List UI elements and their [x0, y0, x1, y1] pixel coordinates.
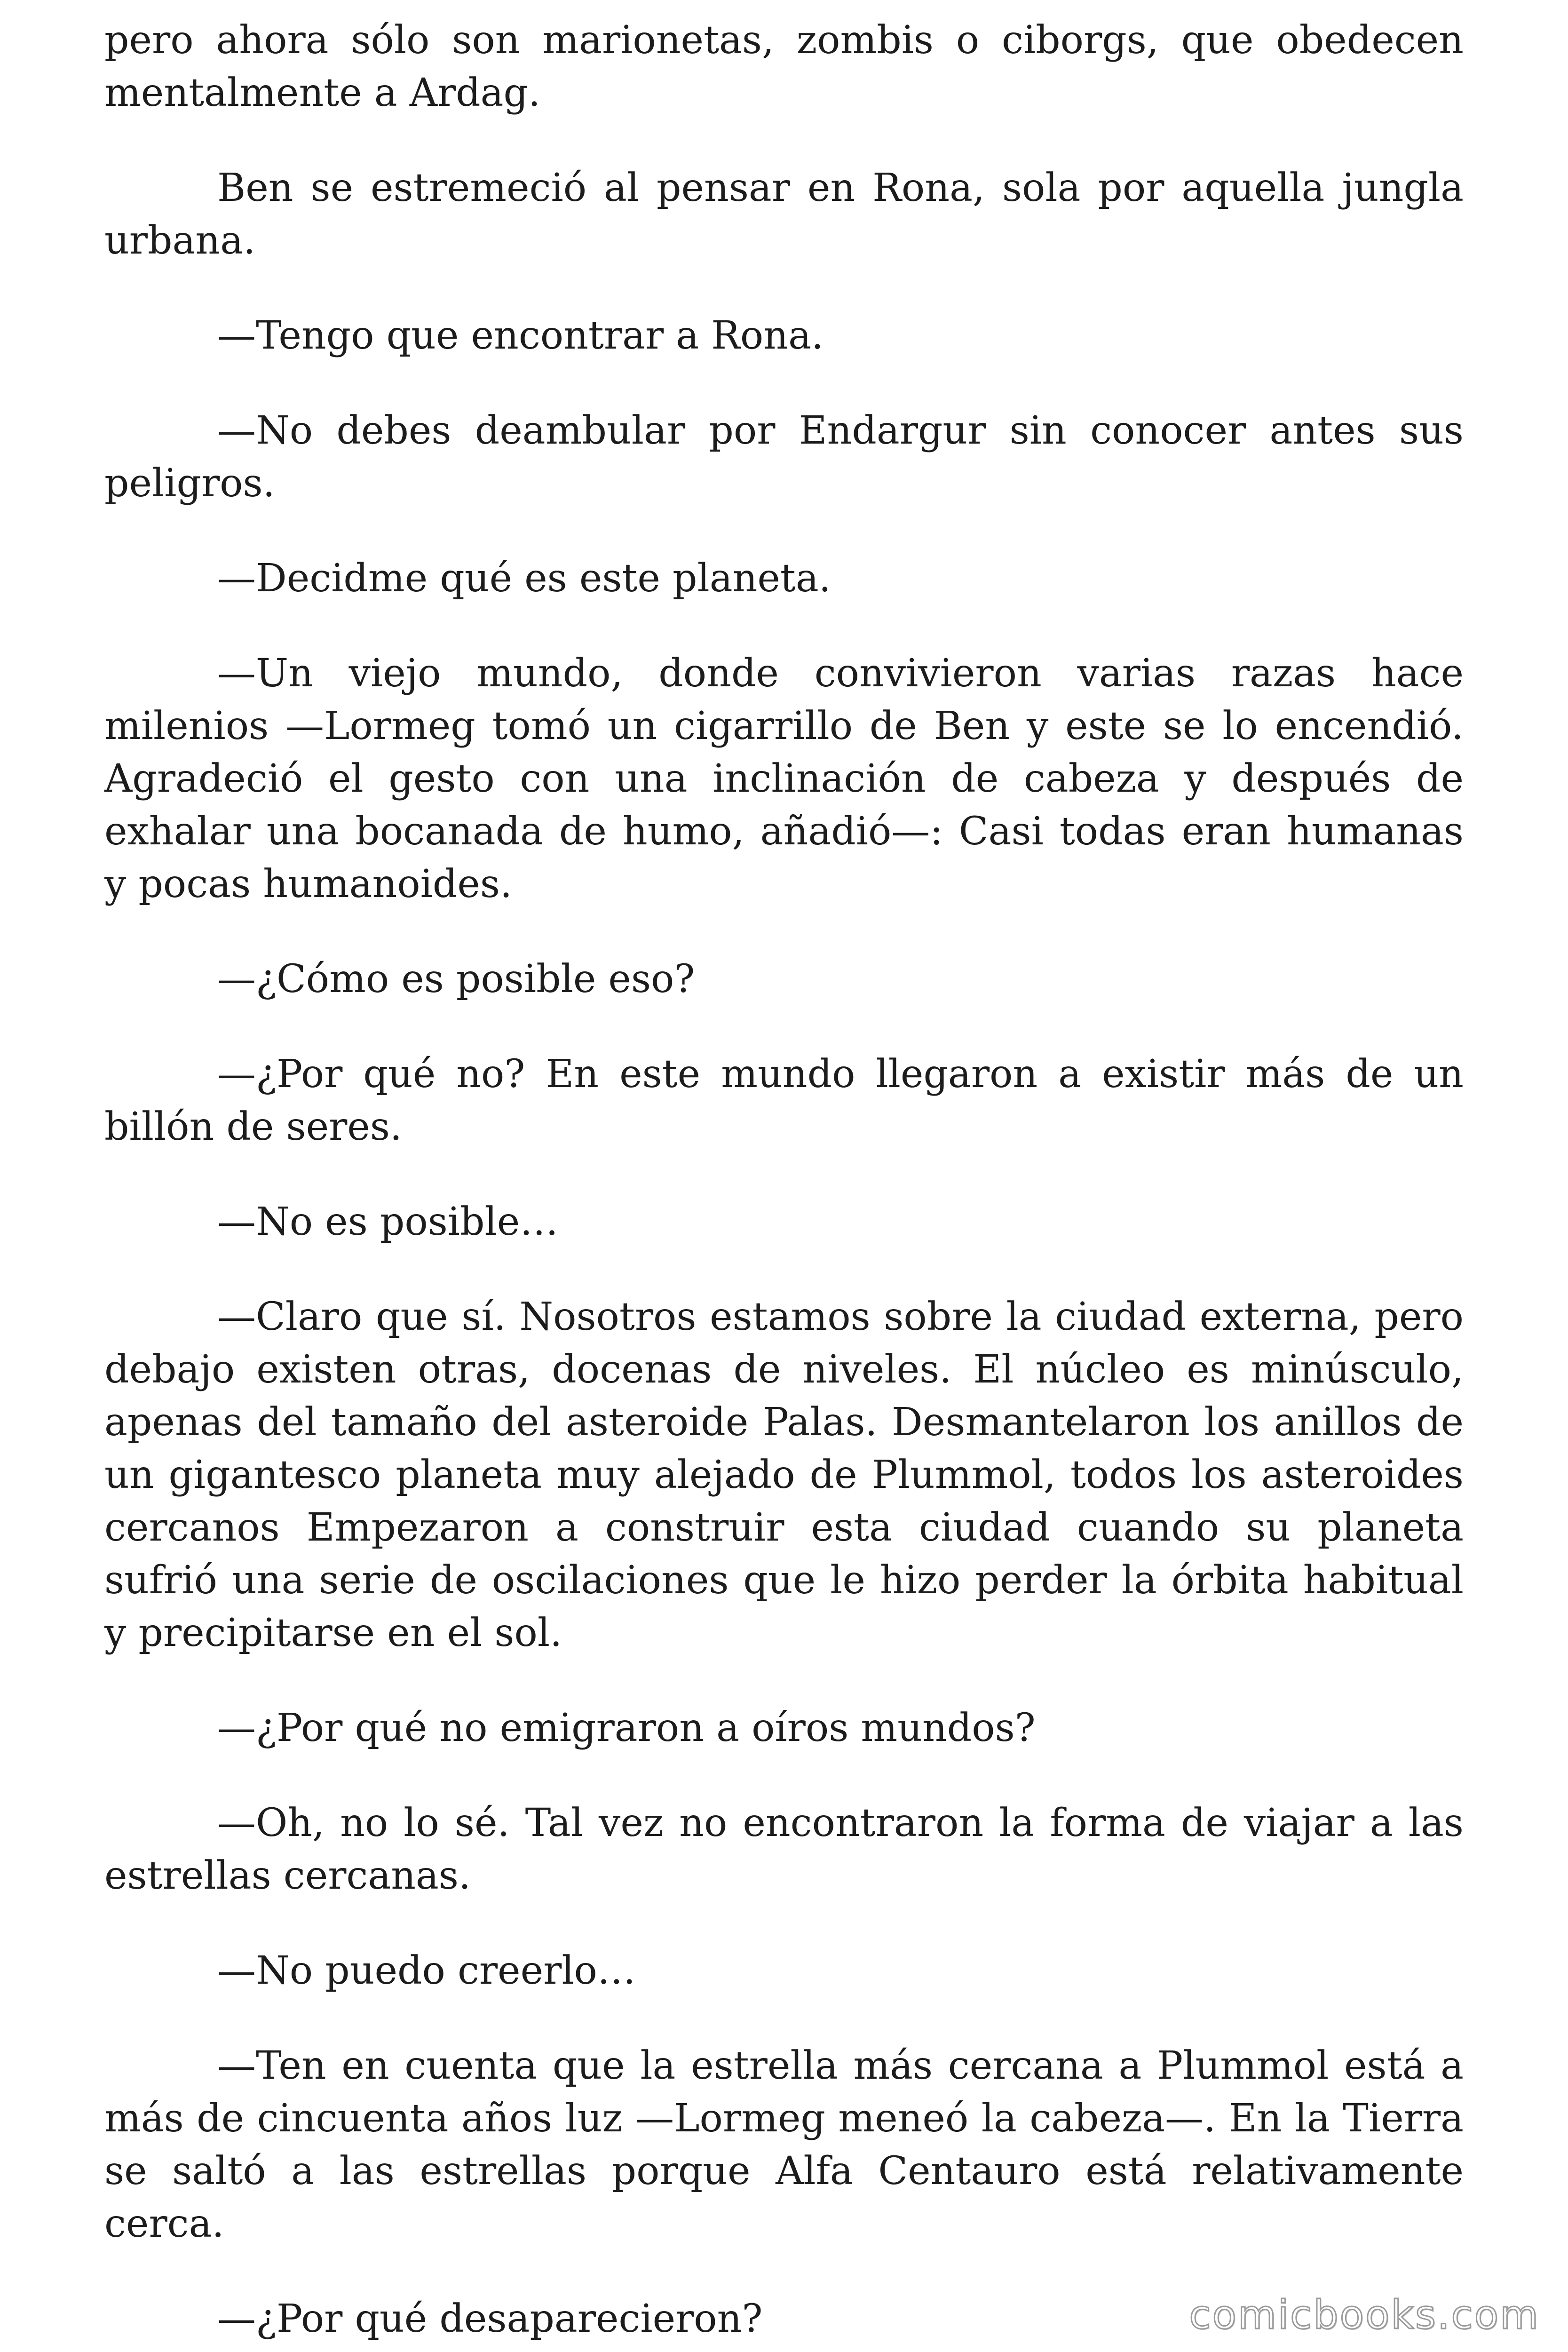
watermark: comicbooks.com	[1189, 2292, 1540, 2338]
paragraph: Ben se estremeció al pensar en Rona, sola por aquella jungla urbana.	[104, 166, 1464, 263]
paragraph: —Ten en cuenta que la estrella más cercana a Plummol está a más de cincuenta años luz —Lormeg meneó la cabeza—. En la Tierra se saltó a las estrellas porque Alfa Centauro está relativamente cerca.	[104, 2043, 1464, 2246]
paragraph: pero ahora sólo son marionetas, zombis o ciborgs, que obedecen mentalmente a Ardag.	[104, 18, 1464, 115]
paragraph: —Decidme qué es este planeta.	[217, 556, 831, 601]
paragraph: —¿Cómo es posible eso?	[217, 957, 695, 1001]
paragraph: —¿Por qué no? En este mundo llegaron a existir más de un billón de seres.	[104, 1052, 1464, 1149]
paragraph: —Un viejo mundo, donde convivieron varias razas hace milenios —Lormeg tomó un cigarrillo de Ben y este se lo encendió. Agradeció el gesto con una inclinación de cabeza y después de exhalar una bocanada de humo, añadió—: Casi todas eran humanas y pocas humanoides.	[104, 651, 1464, 906]
paragraph: —No puedo creerlo…	[217, 1948, 636, 1993]
paragraph: —No debes deambular por Endargur sin conocer antes sus peligros.	[104, 408, 1464, 506]
paragraph: —¿Por qué no emigraron a oíros mundos?	[217, 1706, 1036, 1750]
paragraph: —Claro que sí. Nosotros estamos sobre la ciudad externa, pero debajo existen otras, docenas de niveles. El núcleo es minúsculo, apenas del tamaño del asteroide Palas. Desmantelaron los anillos de un gigantesco planeta muy alejado de Plummol, todos los asteroides cercanos Empezaron a construir esta ciudad cuando su planeta sufrió una serie de oscilaciones que le hizo perder la órbita habitual y precipitarse en el sol.	[104, 1295, 1464, 1655]
paragraph: —¿Por qué desaparecieron?	[217, 2296, 763, 2341]
paragraph: —No es posible…	[217, 1200, 559, 1244]
page-text	[104, 14, 1464, 2352]
paragraph: —Tengo que encontrar a Rona.	[217, 313, 824, 358]
paragraph: —Oh, no lo sé. Tal vez no encontraron la forma de viajar a las estrellas cercanas.	[104, 1801, 1464, 1898]
